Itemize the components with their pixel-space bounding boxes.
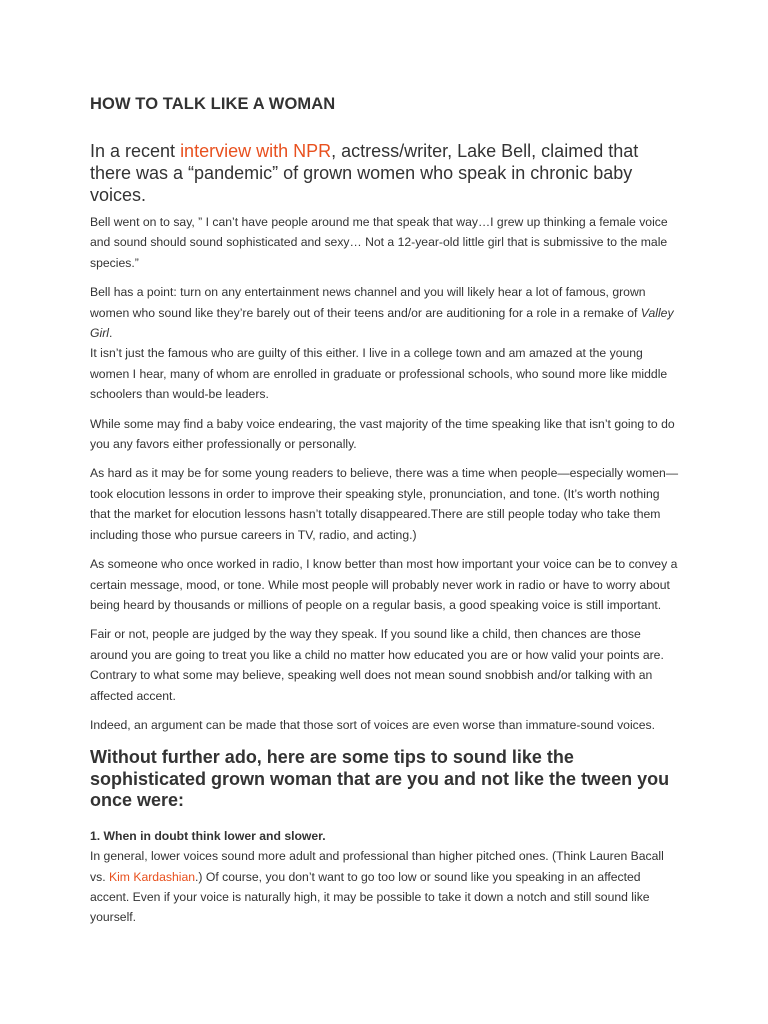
lead-text-after: , actress/writer, Lake Bell, claimed that there was a “pandemic” of grown women who speak in chronic baby voices.	[90, 141, 639, 205]
paragraph-radio: As someone who once worked in radio, I know better than most how important your voice can be to convey a certain message, mood, or tone. While most people will probably never work in radio or have to worry about being heard by thousands or millions of people on a regular basis, a good speaking voice is still important.	[90, 557, 678, 612]
paragraph-entertainment	[90, 282, 680, 343]
tip-1-paragraph	[90, 846, 680, 928]
article-title: HOW TO TALK LIKE A WOMAN	[90, 95, 336, 113]
paragraph-bell-quote: Bell went on to say, ” I can’t have people around me that speak that way…I grew up thinking a female voice and sound should sound sophisticated and sexy… Not a 12-year-old little girl that is submissive to the male species.”	[90, 215, 668, 270]
paragraph-college-town: It isn’t just the famous who are guilty of this either. I live in a college town and am amazed at the young women I hear, many of whom are enrolled in graduate or professional schools, who sound more like middle schoolers than would-be leaders.	[90, 346, 668, 402]
npr-interview-link[interactable]: interview with NPR	[180, 141, 332, 161]
tips-heading: Without further ado, here are some tips to sound like the sophisticated grown woman that are you and not like the tween you once were:	[90, 747, 670, 811]
paragraph-entertainment-end: .	[108, 326, 113, 341]
tip-1-heading: 1. When in doubt think lower and slower.	[90, 828, 326, 843]
paragraph-baby-voice: While some may find a baby voice endearing, the vast majority of the time speaking like that isn’t going to do you any favors either professionally or personally.	[90, 416, 675, 452]
paragraph-argument: Indeed, an argument can be made that those sort of voices are even worse than immature-sound voices.	[90, 717, 656, 732]
valley-girl-title: Valley Girl	[90, 305, 674, 341]
paragraph-elocution: As hard as it may be for some young readers to believe, there was a time when people—especially women—took elocution lessons in order to improve their speaking style, pronunciation, and tone. (It’s worth nothing that the market for elocution lessons hasn’t totally disappeared.There are still people today who take them including those who pursue careers in TV, radio, and acting.)	[90, 466, 679, 542]
tip-1-text-before: In general, lower voices sound more adult and professional than higher pitched ones. (Think Lauren Bacall vs.	[90, 849, 664, 884]
kim-kardashian-link[interactable]: Kim Kardashian	[108, 869, 196, 884]
paragraph-entertainment-text: Bell has a point: turn on any entertainment news channel and you will likely hear a lot of famous, grown women who sound like they’re barely out of their teens and/or are auditioning for a role in a remake of	[90, 285, 646, 320]
paragraph-judged: Fair or not, people are judged by the way they speak. If you sound like a child, then chances are those around you are going to treat you like a child no matter how educated you are or how valid your points are. Contrary to what some may believe, speaking well does not mean sound snobbish and/or talking with an affected accent.	[90, 627, 664, 703]
lead-text-before: In a recent	[90, 141, 181, 161]
tip-1-text-after: .) Of course, you don’t want to go too low or sound like you speaking in an affected accent. Even if your voice is naturally high, it may be possible to take it down a notch and still sound like yourself.	[90, 869, 650, 925]
lead-paragraph	[90, 140, 680, 206]
